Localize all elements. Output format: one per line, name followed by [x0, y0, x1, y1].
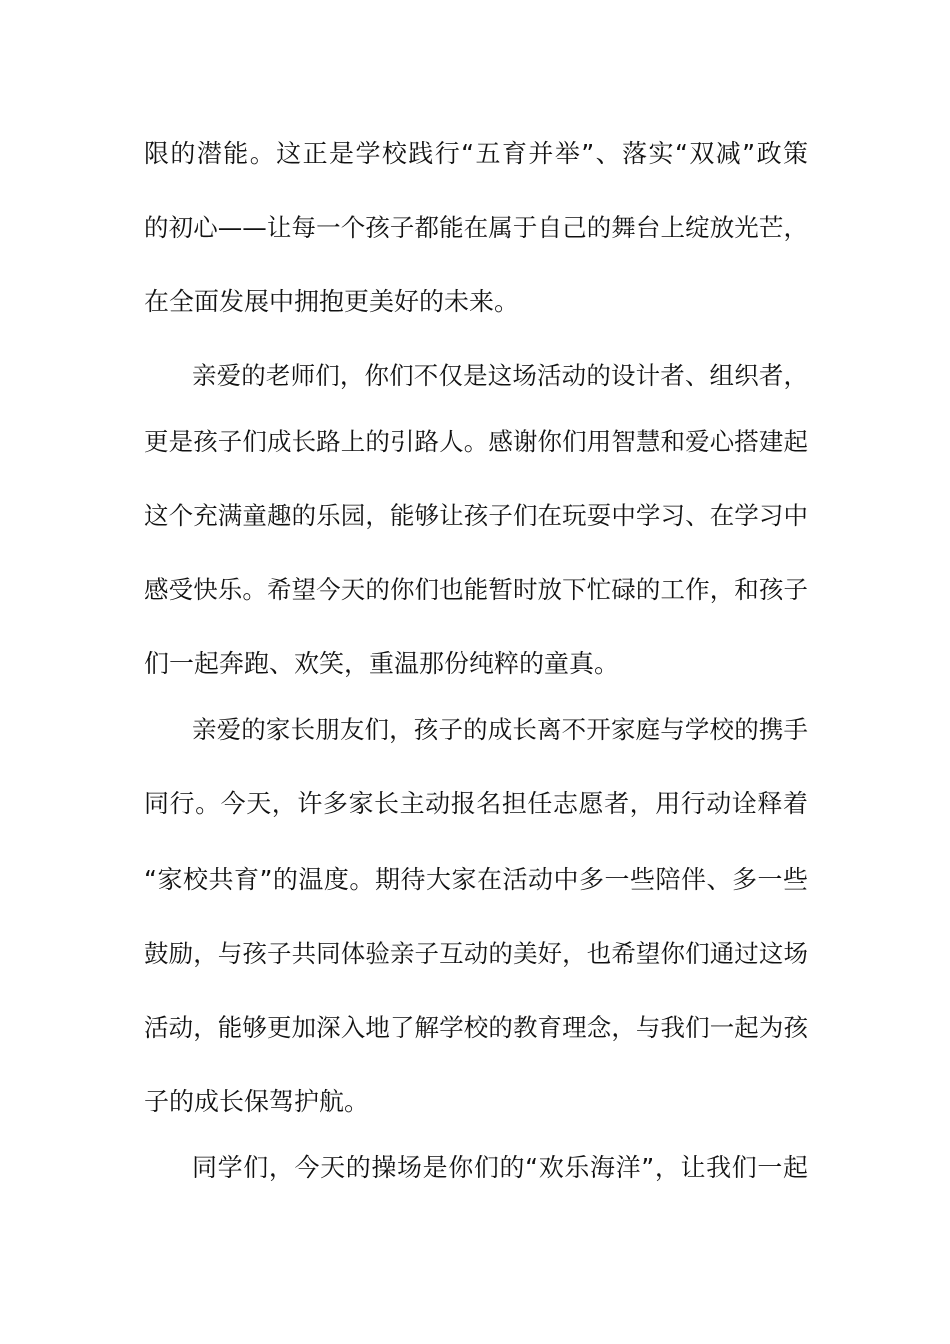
text-line: 活动，能够更加深入地了解学校的教育理念，与我们一起为孩 — [144, 1013, 808, 1042]
text-line: 的初心——让每一个孩子都能在属于自己的舞台上绽放光芒， — [144, 213, 808, 242]
text-line: 在全面发展中拥抱更美好的未来。 — [144, 287, 520, 316]
text-line: 这个充满童趣的乐园，能够让孩子们在玩耍中学习、在学习中 — [144, 501, 808, 530]
paragraph-first-line: 亲爱的家长朋友们，孩子的成长离不开家庭与学校的携手 — [192, 715, 808, 744]
text-line: 同行。今天，许多家长主动报名担任志愿者，用行动诠释着 — [144, 789, 808, 818]
text-line: 子的成长保驾护航。 — [144, 1087, 370, 1116]
text-line: 感受快乐。希望今天的你们也能暂时放下忙碌的工作，和孩子 — [144, 575, 808, 604]
text-line: 限的潜能。这正是学校践行“五育并举”、落实“双减”政策 — [144, 139, 808, 168]
text-line: “家校共育”的温度。期待大家在活动中多一些陪伴、多一些 — [144, 865, 808, 894]
text-line: 鼓励，与孩子共同体验亲子互动的美好，也希望你们通过这场 — [144, 939, 808, 968]
paragraph-first-line: 亲爱的老师们，你们不仅是这场活动的设计者、组织者， — [192, 361, 808, 390]
text-line: 们一起奔跑、欢笑，重温那份纯粹的童真。 — [144, 649, 620, 678]
paragraph-first-line: 同学们，今天的操场是你们的“欢乐海洋”，让我们一起 — [192, 1153, 808, 1182]
text-line: 更是孩子们成长路上的引路人。感谢你们用智慧和爱心搭建起 — [144, 427, 808, 456]
